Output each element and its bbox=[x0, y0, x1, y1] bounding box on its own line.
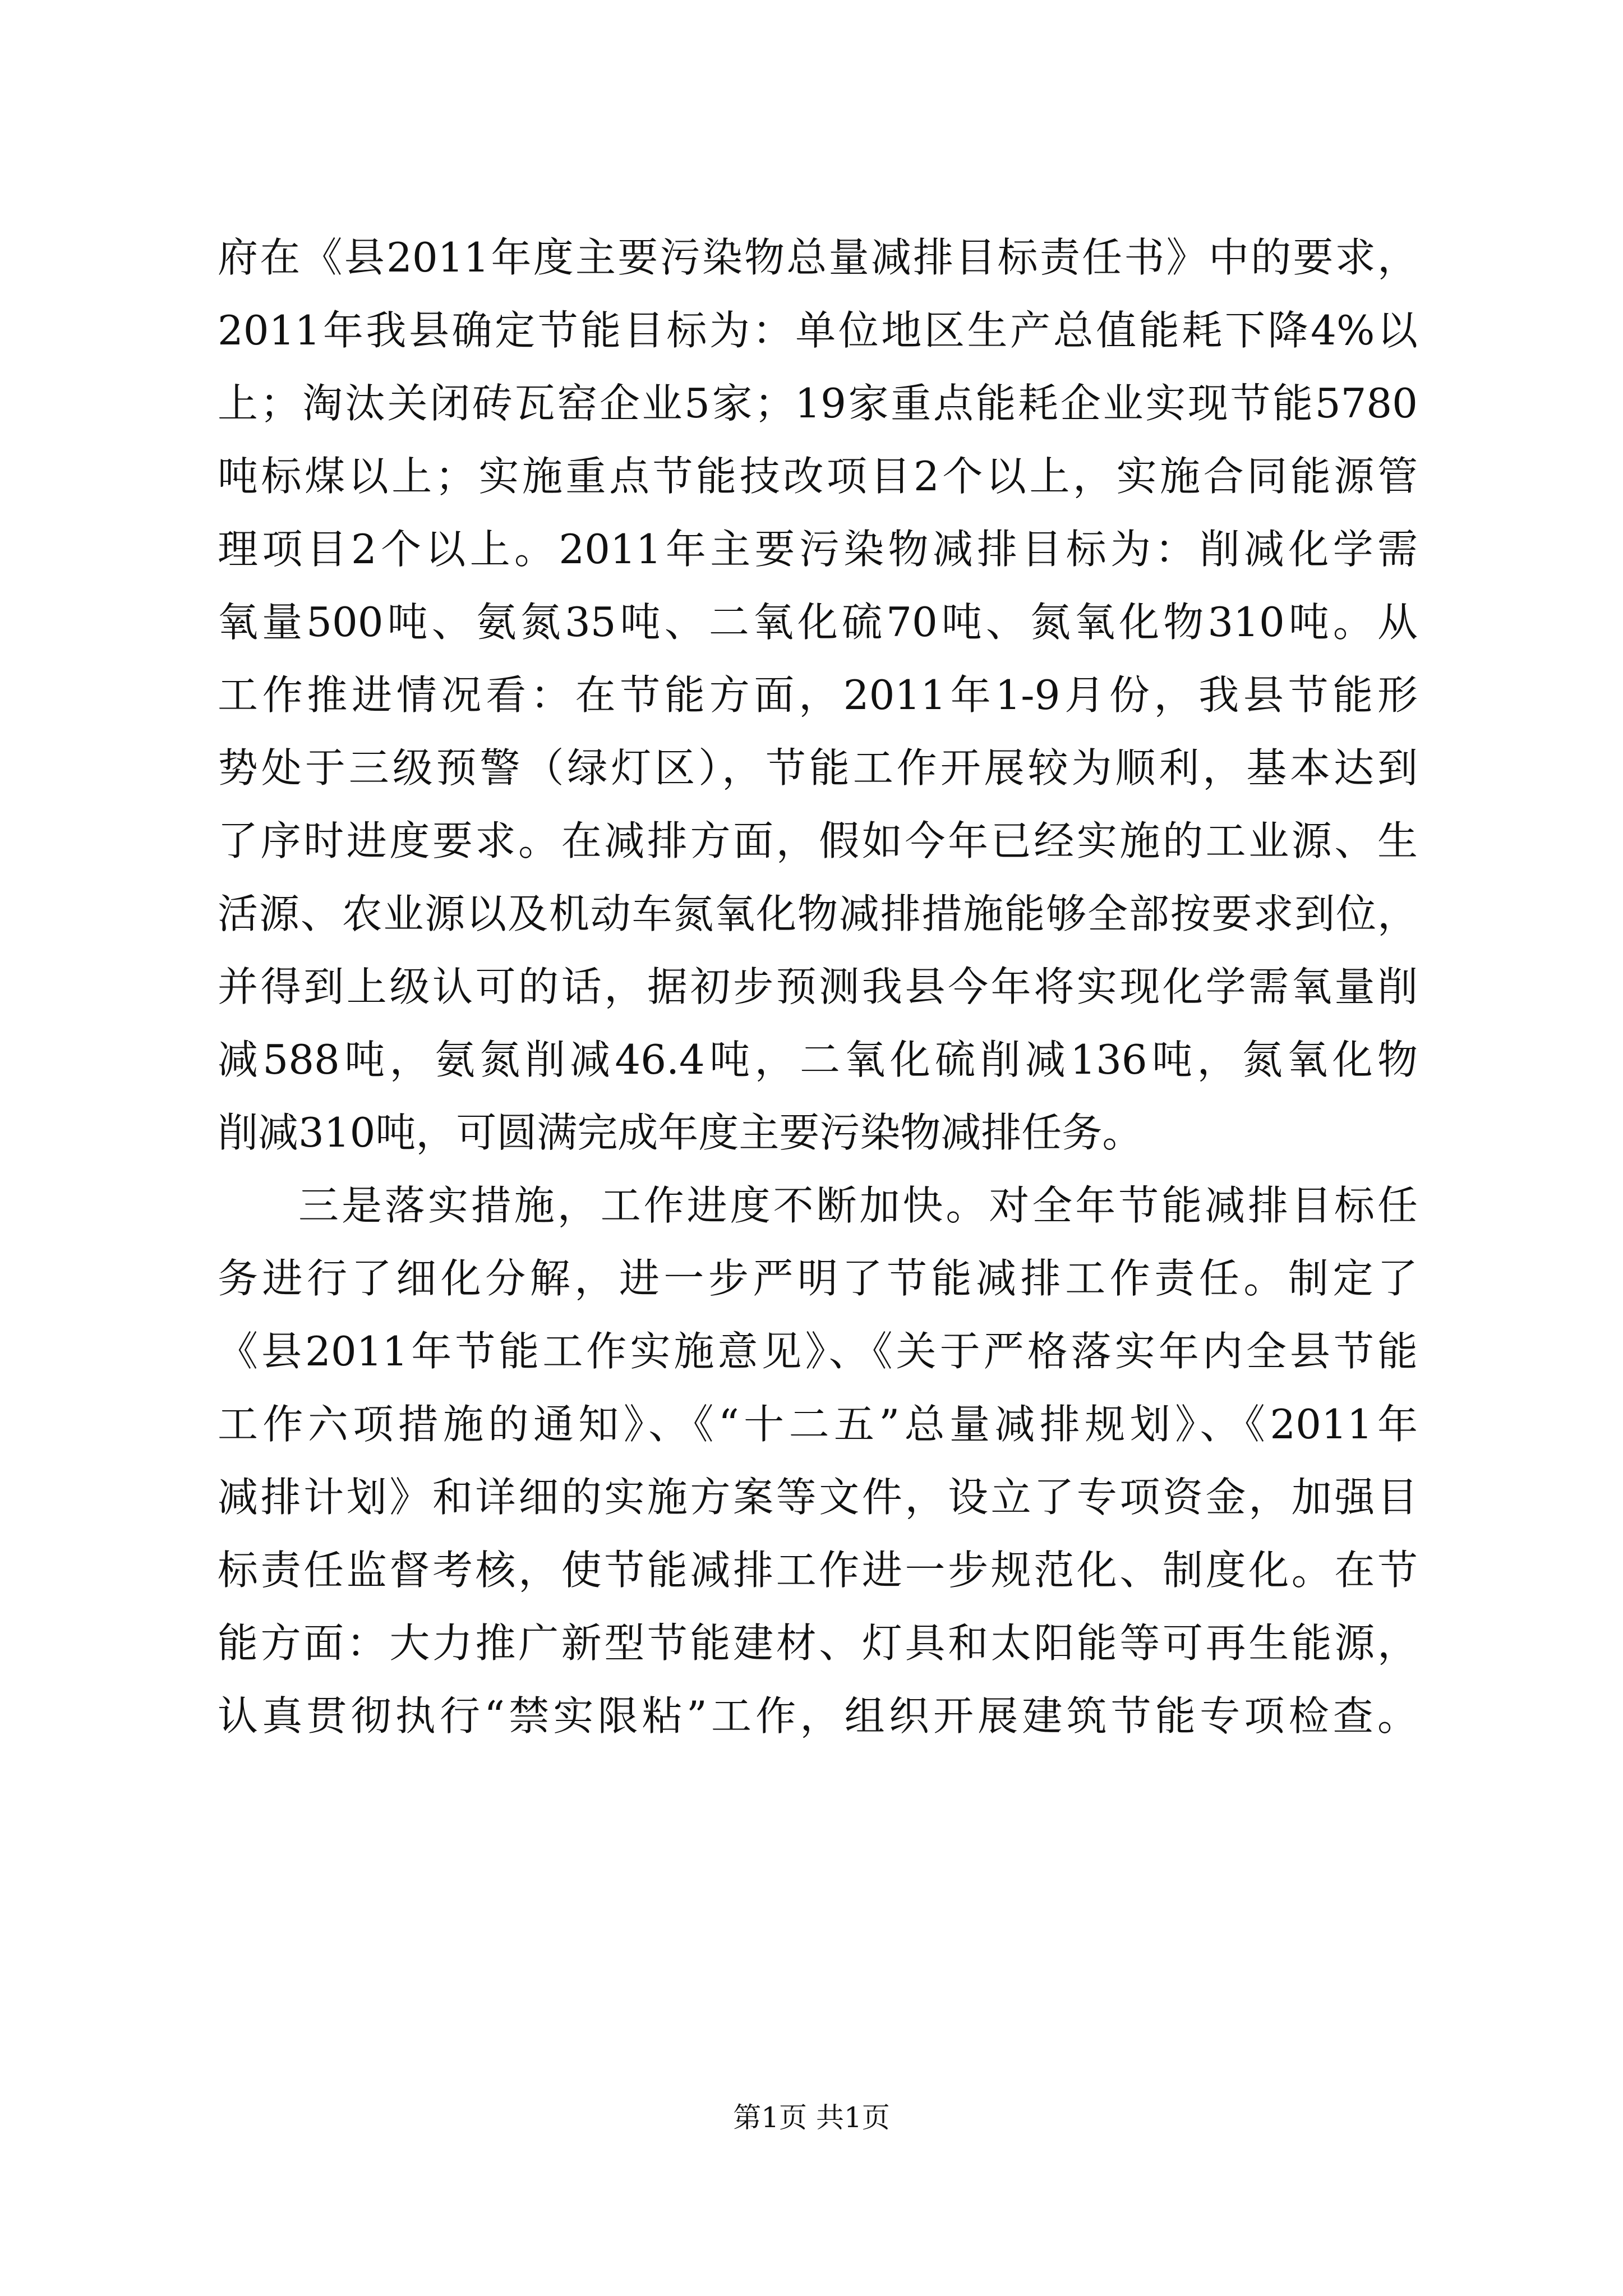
text-line: 氧量500吨、氨氮35吨、二氧化硫70吨、氮氧化物310吨。从 bbox=[218, 599, 1418, 646]
text-line: 《县2011年节能工作实施意见》、《关于严格落实年内全县节能 bbox=[218, 1328, 1418, 1375]
text-line: 能方面：大力推广新型节能建材、灯具和太阳能等可再生能源， bbox=[218, 1619, 1418, 1667]
text-line: 上；淘汰关闭砖瓦窑企业5家；19家重点能耗企业实现节能5780 bbox=[218, 380, 1418, 427]
text-line: 理项目2个以上。2011年主要污染物减排目标为：削减化学需 bbox=[218, 526, 1418, 573]
text-line: 认真贯彻执行“禁实限粘”工作，组织开展建筑节能专项检查。 bbox=[218, 1692, 1418, 1740]
text-line: 活源、农业源以及机动车氮氧化物减排措施能够全部按要求到位， bbox=[218, 890, 1418, 937]
text-line: 府在《县2011年度主要污染物总量减排目标责任书》中的要求， bbox=[218, 234, 1418, 281]
page-number-label: 第1页 共1页 bbox=[733, 2101, 890, 2134]
text-line: 三是落实措施，工作进度不断加快。对全年节能减排目标任 bbox=[298, 1182, 1418, 1229]
text-line: 吨标煤以上；实施重点节能技改项目2个以上，实施合同能源管 bbox=[218, 453, 1418, 500]
text-line: 工作推进情况看：在节能方面，2011年1-9月份，我县节能形 bbox=[218, 671, 1418, 719]
text-line: 减排计划》和详细的实施方案等文件，设立了专项资金，加强目 bbox=[218, 1474, 1418, 1521]
text-line: 务进行了细化分解，进一步严明了节能减排工作责任。制定了 bbox=[218, 1255, 1418, 1302]
text-line: 了序时进度要求。在减排方面，假如今年已经实施的工业源、生 bbox=[218, 817, 1418, 864]
text-line: 工作六项措施的通知》、《“十二五”总量减排规划》、《2011年 bbox=[218, 1401, 1418, 1448]
page-footer bbox=[0, 2098, 1623, 2137]
text-line: 削减310吨，可圆满完成年度主要污染物减排任务。 bbox=[218, 1109, 1143, 1156]
text-line: 减588吨，氨氮削减46.4吨，二氧化硫削减136吨，氮氧化物 bbox=[218, 1036, 1418, 1083]
text-line: 势处于三级预警（绿灯区），节能工作开展较为顺利，基本达到 bbox=[218, 744, 1418, 792]
text-line: 2011年我县确定节能目标为：单位地区生产总值能耗下降4%以 bbox=[218, 307, 1418, 354]
text-line: 标责任监督考核，使节能减排工作进一步规范化、制度化。在节 bbox=[218, 1547, 1418, 1594]
text-line: 并得到上级认可的话，据初步预测我县今年将实现化学需氧量削 bbox=[218, 963, 1418, 1010]
